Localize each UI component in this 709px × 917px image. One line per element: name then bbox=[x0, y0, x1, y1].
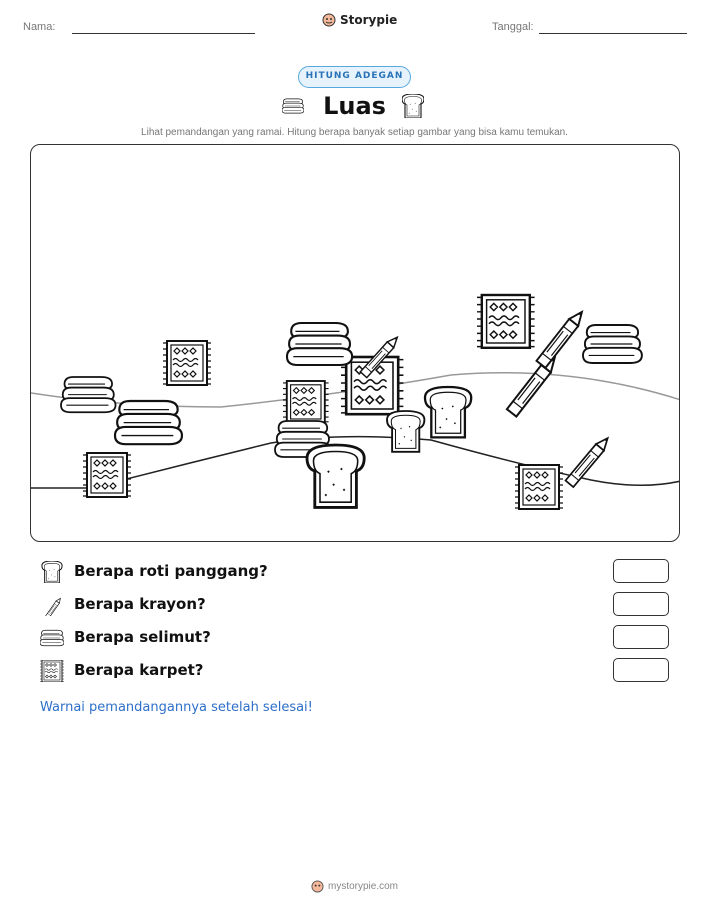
answer-box-toast[interactable] bbox=[613, 559, 669, 583]
answer-box-rug[interactable] bbox=[613, 658, 669, 682]
site-url[interactable]: mystorypie.com bbox=[327, 881, 398, 892]
toast-icon bbox=[402, 94, 424, 118]
name-line[interactable] bbox=[72, 33, 255, 34]
question-text: Berapa karpet? bbox=[74, 661, 204, 679]
page-title: Luas bbox=[323, 92, 386, 120]
answer-box-crayon[interactable] bbox=[613, 592, 669, 616]
blanket-item bbox=[61, 377, 116, 412]
crayon-item bbox=[507, 354, 560, 417]
rug-item bbox=[515, 465, 563, 509]
question-blanket bbox=[40, 625, 670, 651]
toast-icon bbox=[40, 561, 64, 583]
blanket-item bbox=[583, 325, 642, 363]
toast-item bbox=[307, 445, 364, 507]
toast-item bbox=[425, 387, 471, 437]
blanket-icon bbox=[40, 627, 64, 649]
counting-scene bbox=[30, 144, 680, 542]
question-text: Berapa roti panggang? bbox=[74, 562, 268, 580]
toast-item bbox=[387, 411, 424, 452]
storypie-mascot-icon bbox=[322, 13, 336, 27]
question-toast bbox=[40, 559, 670, 585]
brand-name: Storypie bbox=[340, 13, 398, 27]
blanket-item bbox=[287, 323, 352, 365]
date-label: Tanggal: bbox=[492, 21, 534, 33]
category-badge: HITUNG ADEGAN bbox=[298, 66, 411, 88]
rug-icon bbox=[40, 660, 64, 682]
brand-logo bbox=[322, 13, 397, 27]
rug-item bbox=[477, 295, 535, 348]
scene-illustration bbox=[31, 145, 680, 542]
storypie-mascot-icon bbox=[311, 880, 324, 893]
coloring-note: Warnai pemandangannya setelah selesai! bbox=[40, 700, 313, 715]
rug-item bbox=[83, 453, 131, 497]
site-footer bbox=[0, 880, 709, 898]
rug-item bbox=[163, 341, 211, 385]
rug-item bbox=[283, 381, 329, 423]
question-rug bbox=[40, 658, 670, 684]
answer-box-blanket[interactable] bbox=[613, 625, 669, 649]
question-crayon bbox=[40, 592, 670, 618]
question-text: Berapa selimut? bbox=[74, 628, 211, 646]
title-row bbox=[0, 92, 709, 124]
blanket-item bbox=[115, 401, 182, 444]
date-line[interactable] bbox=[539, 33, 687, 34]
crayon-icon bbox=[40, 594, 64, 616]
question-text: Berapa krayon? bbox=[74, 595, 206, 613]
instructions: Lihat pemandangan yang ramai. Hitung berapa banyak setiap gambar yang bisa kamu temukan. bbox=[141, 127, 568, 138]
crayon-item bbox=[536, 308, 586, 367]
name-label: Nama: bbox=[23, 21, 56, 33]
